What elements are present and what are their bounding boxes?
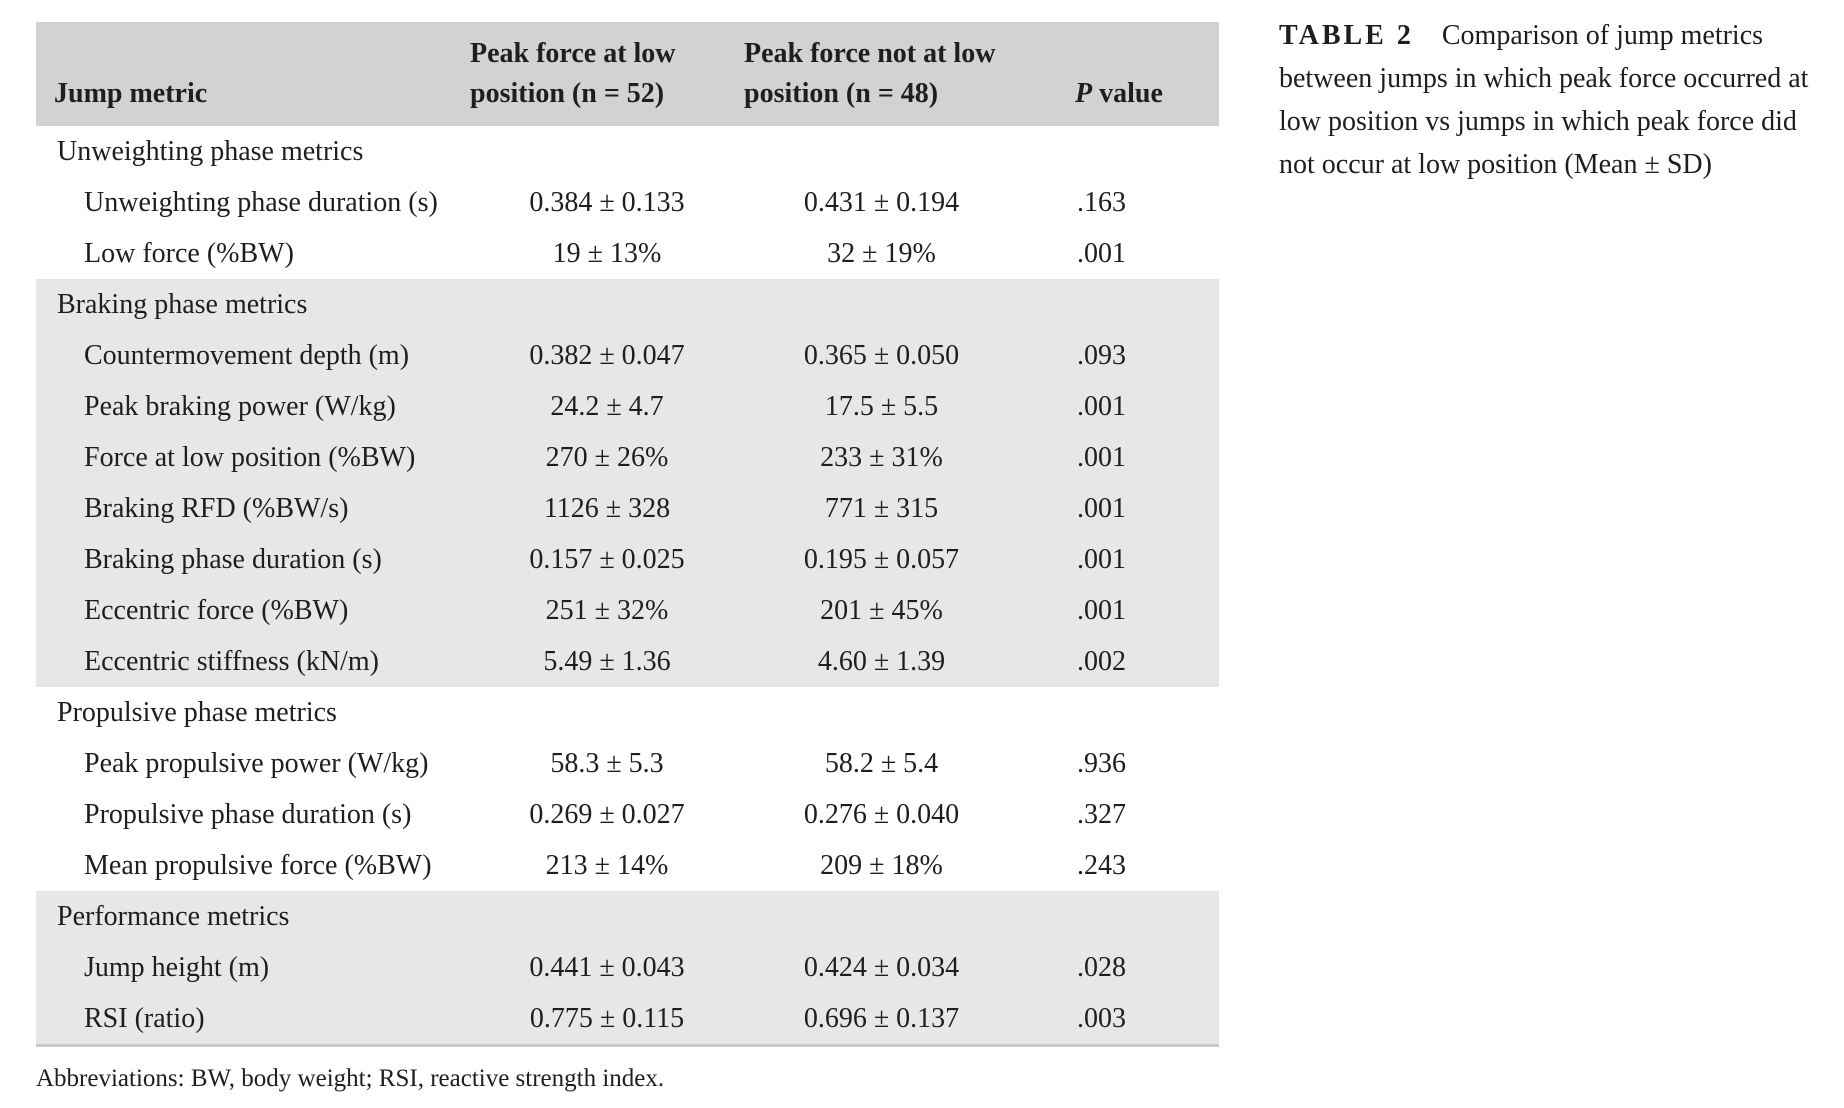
value-low: 0.157 ± 0.025 — [529, 544, 685, 575]
metric-name: Force at low position (%BW) — [84, 442, 416, 473]
value-not-low: 771 ± 315 — [824, 493, 939, 524]
metric-name: Eccentric stiffness (kN/m) — [84, 646, 379, 677]
group-performance — [36, 891, 1219, 1044]
data-table-container — [36, 22, 1219, 1047]
p-value: .243 — [1077, 850, 1126, 881]
p-value: .001 — [1077, 238, 1126, 269]
group-row — [36, 126, 1219, 177]
group-name: Propulsive phase metrics — [57, 697, 337, 728]
value-not-low: 4.60 ± 1.39 — [817, 646, 946, 677]
metric-name: Propulsive phase duration (s) — [84, 799, 412, 830]
value-low: 24.2 ± 4.7 — [550, 391, 664, 422]
table-row — [36, 585, 1219, 636]
group-name: Unweighting phase metrics — [57, 136, 364, 167]
header-p-value — [1019, 22, 1219, 126]
table-label: TABLE 2 — [1279, 20, 1414, 51]
table-row — [36, 942, 1219, 993]
value-low: 0.441 ± 0.043 — [529, 952, 685, 983]
value-not-low: 0.696 ± 0.137 — [803, 1003, 960, 1034]
jump-metrics-table — [36, 22, 1219, 1044]
p-value: .001 — [1077, 595, 1126, 626]
table-row — [36, 789, 1219, 840]
table-row — [36, 381, 1219, 432]
header-peak-force-not-low: Peak force not at low position (n = 48) — [744, 38, 996, 109]
table-row — [36, 993, 1219, 1044]
group-name: Braking phase metrics — [57, 289, 308, 320]
p-value: .003 — [1077, 1003, 1126, 1034]
value-low: 270 ± 26% — [545, 442, 669, 473]
metric-name: Low force (%BW) — [84, 238, 294, 269]
p-value: .028 — [1077, 952, 1126, 983]
table-caption — [1279, 14, 1819, 186]
value-not-low: 58.2 ± 5.4 — [824, 748, 939, 779]
metric-name: Countermovement depth (m) — [84, 340, 410, 371]
p-value: .001 — [1077, 493, 1126, 524]
header-jump-metric: Jump metric — [54, 78, 208, 109]
value-not-low: 0.365 ± 0.050 — [803, 340, 960, 371]
table-footnote: Abbreviations: BW, body weight; RSI, reactive strength index. — [36, 1065, 665, 1092]
group-propulsive — [36, 687, 1219, 891]
value-not-low: 32 ± 19% — [827, 238, 936, 269]
table-row — [36, 330, 1219, 381]
table-header — [36, 22, 1219, 126]
value-low: 0.384 ± 0.133 — [529, 187, 685, 218]
value-not-low: 17.5 ± 5.5 — [824, 391, 939, 422]
value-low: 5.49 ± 1.36 — [543, 646, 671, 677]
table-row — [36, 534, 1219, 585]
group-braking — [36, 279, 1219, 687]
value-not-low: 209 ± 18% — [820, 850, 943, 881]
value-low: 0.269 ± 0.027 — [529, 799, 685, 830]
table-row — [36, 738, 1219, 789]
value-low: 58.3 ± 5.3 — [550, 748, 664, 779]
value-not-low: 0.195 ± 0.057 — [803, 544, 960, 575]
table-row — [36, 228, 1219, 279]
metric-name: Eccentric force (%BW) — [84, 595, 349, 626]
metric-name: RSI (ratio) — [84, 1003, 205, 1034]
metric-name: Mean propulsive force (%BW) — [84, 850, 432, 881]
value-low: 251 ± 32% — [545, 595, 669, 626]
p-value: .001 — [1077, 442, 1126, 473]
value-low: 0.382 ± 0.047 — [529, 340, 685, 371]
table-bottom-rule — [36, 1044, 1219, 1047]
table-row — [36, 636, 1219, 687]
p-value: .327 — [1077, 799, 1126, 830]
value-not-low: 201 ± 45% — [820, 595, 943, 626]
value-not-low: 233 ± 31% — [820, 442, 943, 473]
group-unweighting — [36, 126, 1219, 279]
p-value: .002 — [1077, 646, 1126, 677]
p-value: .936 — [1077, 748, 1126, 779]
table-row — [36, 432, 1219, 483]
metric-name: Peak braking power (W/kg) — [84, 391, 396, 422]
p-value: .001 — [1077, 391, 1126, 422]
table-row — [36, 483, 1219, 534]
group-row — [36, 891, 1219, 942]
p-value: .093 — [1077, 340, 1126, 371]
value-low: 1126 ± 328 — [543, 493, 671, 524]
header-peak-force-low: Peak force at low position (n = 52) — [470, 38, 676, 109]
p-value: .163 — [1077, 187, 1126, 218]
metric-name: Unweighting phase duration (s) — [84, 187, 438, 218]
metric-name: Peak propulsive power (W/kg) — [84, 748, 429, 779]
p-value: .001 — [1077, 544, 1126, 575]
value-low: 213 ± 14% — [545, 850, 669, 881]
value-low: 0.775 ± 0.115 — [529, 1003, 685, 1034]
group-row — [36, 279, 1219, 330]
table-row — [36, 177, 1219, 228]
caption-text: Comparison of jump metrics between jumps in which peak force occurred at low position vs jumps in which peak force did not occur at low position (Mean ± SD) — [1279, 20, 1809, 180]
value-low: 19 ± 13% — [552, 238, 662, 269]
group-name: Performance metrics — [57, 901, 290, 932]
metric-name: Braking RFD (%BW/s) — [84, 493, 349, 524]
value-not-low: 0.431 ± 0.194 — [803, 187, 960, 218]
header-value-word: value — [1092, 78, 1163, 109]
value-not-low: 0.424 ± 0.034 — [803, 952, 960, 983]
table-row — [36, 840, 1219, 891]
group-row — [36, 687, 1219, 738]
metric-name: Jump height (m) — [84, 952, 270, 983]
header-p-letter: P — [1075, 78, 1093, 109]
value-not-low: 0.276 ± 0.040 — [803, 799, 960, 830]
header-row — [36, 22, 1219, 126]
metric-name: Braking phase duration (s) — [84, 544, 382, 575]
